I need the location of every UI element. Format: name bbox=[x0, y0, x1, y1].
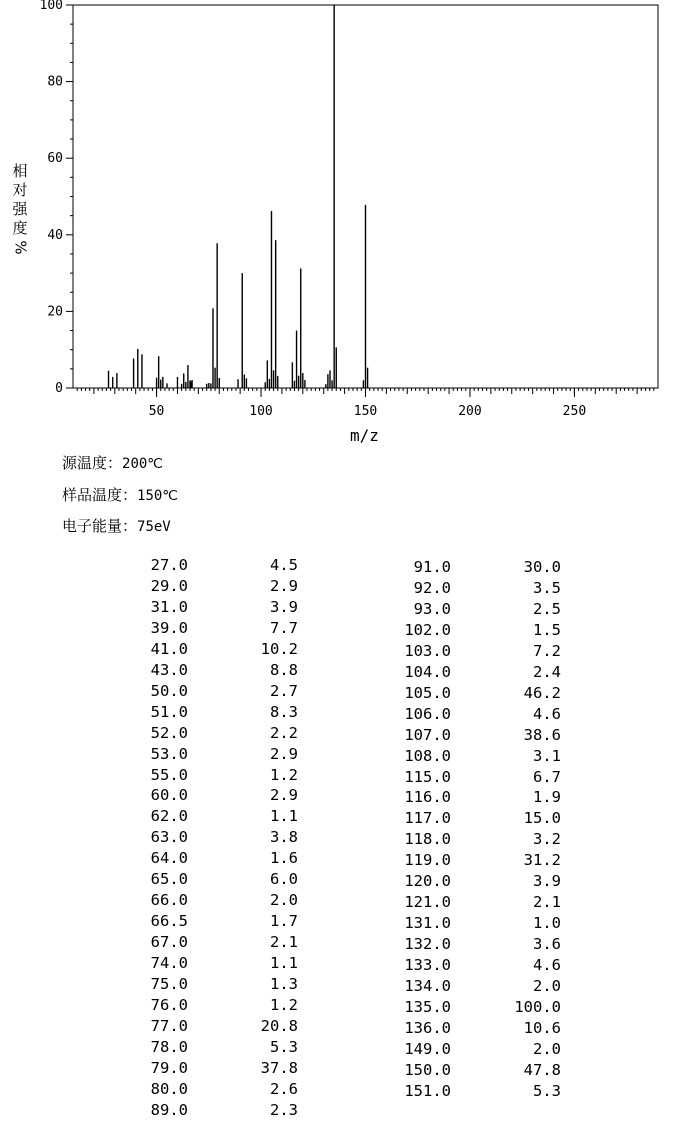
y-axis-label-char: 强 bbox=[12, 200, 28, 218]
mass-spectrum-chart bbox=[0, 0, 680, 420]
mz-value: 106.0 bbox=[404, 704, 451, 723]
intensity-value: 7.7 bbox=[270, 618, 298, 637]
intensity-value: 2.2 bbox=[270, 723, 298, 742]
mz-value: 115.0 bbox=[404, 767, 451, 786]
mz-value: 107.0 bbox=[404, 725, 451, 744]
mz-value: 43.0 bbox=[150, 660, 188, 679]
mz-value: 132.0 bbox=[404, 935, 451, 954]
intensity-value: 2.7 bbox=[270, 681, 298, 700]
mz-value: 63.0 bbox=[150, 828, 188, 847]
mz-value: 64.0 bbox=[150, 849, 188, 868]
mz-value: 104.0 bbox=[404, 662, 451, 681]
intensity-value: 1.6 bbox=[270, 849, 298, 868]
mz-value: 31.0 bbox=[150, 597, 188, 616]
mz-value: 149.0 bbox=[404, 1039, 451, 1058]
mz-value: 66.5 bbox=[150, 912, 188, 931]
mz-value: 39.0 bbox=[150, 618, 188, 637]
mz-value: 105.0 bbox=[404, 683, 451, 702]
y-tick-label: 20 bbox=[47, 304, 63, 320]
electron-energy-value: 75eV bbox=[137, 519, 171, 535]
intensity-value: 15.0 bbox=[523, 809, 561, 828]
mz-value: 117.0 bbox=[404, 809, 451, 828]
y-tick-label: 40 bbox=[47, 227, 63, 243]
intensity-value: 3.1 bbox=[533, 746, 561, 765]
y-tick-label: 60 bbox=[47, 151, 63, 167]
x-tick-label: 100 bbox=[249, 404, 273, 419]
mz-value: 121.0 bbox=[404, 893, 451, 912]
mz-value: 78.0 bbox=[150, 1037, 188, 1056]
electron-energy bbox=[62, 515, 171, 536]
intensity-value: 30.0 bbox=[523, 558, 561, 576]
intensity-value: 47.8 bbox=[523, 1060, 561, 1079]
y-axis-label-char: 度 bbox=[12, 219, 28, 237]
y-tick-label: 0 bbox=[55, 381, 63, 396]
sample-temperature-value: 150℃ bbox=[137, 488, 179, 504]
y-axis-label-char: 相 bbox=[12, 162, 28, 180]
intensity-value: 1.9 bbox=[533, 788, 561, 807]
intensity-value: 3.9 bbox=[270, 597, 298, 616]
mz-value: 51.0 bbox=[150, 702, 188, 721]
intensity-value: 4.5 bbox=[270, 556, 298, 574]
mz-value: 80.0 bbox=[150, 1079, 188, 1098]
mz-value: 151.0 bbox=[404, 1081, 451, 1100]
x-tick-label: 50 bbox=[148, 404, 165, 419]
intensity-value: 6.0 bbox=[270, 870, 298, 889]
mz-value: 103.0 bbox=[404, 641, 451, 660]
intensity-value: 4.6 bbox=[533, 956, 561, 975]
mz-value: 131.0 bbox=[404, 914, 451, 933]
intensity-value: 3.6 bbox=[533, 935, 561, 954]
intensity-value: 2.0 bbox=[270, 891, 298, 910]
intensity-value: 3.9 bbox=[533, 872, 561, 891]
y-axis-label-char: % bbox=[11, 240, 30, 255]
intensity-value: 1.1 bbox=[270, 954, 298, 973]
intensity-value: 1.0 bbox=[533, 914, 561, 933]
source-temperature-label: 源温度： bbox=[62, 454, 123, 472]
intensity-value: 37.8 bbox=[260, 1058, 298, 1077]
intensity-value: 38.6 bbox=[523, 725, 561, 744]
intensity-value: 8.3 bbox=[270, 702, 298, 721]
source-temperature-value: 200℃ bbox=[122, 456, 164, 472]
intensity-value: 3.5 bbox=[533, 578, 561, 597]
y-axis-label-char: 对 bbox=[12, 181, 28, 199]
mz-value: 75.0 bbox=[150, 975, 188, 993]
source-temperature bbox=[62, 452, 163, 473]
mz-value: 119.0 bbox=[404, 851, 451, 870]
x-tick-label: 200 bbox=[458, 404, 482, 419]
intensity-value: 4.6 bbox=[533, 704, 561, 723]
mz-value: 52.0 bbox=[150, 723, 188, 742]
x-tick-label: 250 bbox=[562, 404, 587, 419]
intensity-value: 3.8 bbox=[270, 828, 298, 847]
mz-value: 133.0 bbox=[404, 956, 451, 975]
mz-value: 66.0 bbox=[150, 891, 188, 910]
intensity-value: 2.0 bbox=[533, 1039, 561, 1058]
mz-value: 62.0 bbox=[150, 807, 188, 826]
intensity-value: 1.2 bbox=[270, 995, 298, 1014]
intensity-value: 2.3 bbox=[270, 1100, 298, 1119]
intensity-value: 10.6 bbox=[523, 1018, 561, 1037]
intensity-value: 1.1 bbox=[270, 807, 298, 826]
intensity-value: 2.1 bbox=[270, 933, 298, 952]
intensity-value: 5.3 bbox=[270, 1037, 298, 1056]
intensity-value: 2.0 bbox=[533, 977, 561, 995]
y-tick-label: 100 bbox=[39, 0, 63, 13]
intensity-value: 2.9 bbox=[270, 786, 298, 805]
y-tick-label: 80 bbox=[47, 74, 63, 90]
mz-value: 55.0 bbox=[150, 765, 188, 784]
intensity-value: 1.2 bbox=[270, 765, 298, 784]
mz-value: 93.0 bbox=[413, 599, 451, 618]
intensity-value: 31.2 bbox=[523, 851, 561, 870]
x-axis-label: m/z bbox=[350, 426, 379, 445]
mz-value: 65.0 bbox=[150, 870, 188, 889]
intensity-value: 20.8 bbox=[260, 1016, 298, 1035]
intensity-value: 2.9 bbox=[270, 744, 298, 763]
mz-value: 135.0 bbox=[404, 997, 451, 1016]
intensity-value: 2.6 bbox=[270, 1079, 298, 1098]
mz-value: 92.0 bbox=[413, 578, 451, 597]
mz-value: 136.0 bbox=[404, 1018, 451, 1037]
mz-value: 76.0 bbox=[150, 995, 188, 1014]
sample-temperature-label: 样品温度： bbox=[62, 486, 138, 504]
mz-value: 116.0 bbox=[404, 788, 451, 807]
mz-value: 67.0 bbox=[150, 933, 188, 952]
intensity-value: 2.4 bbox=[533, 662, 561, 681]
mz-value: 53.0 bbox=[150, 744, 188, 763]
mz-value: 91.0 bbox=[413, 558, 451, 576]
mz-value: 50.0 bbox=[150, 681, 188, 700]
intensity-value: 1.7 bbox=[270, 912, 298, 931]
x-tick-label: 150 bbox=[353, 404, 378, 419]
sample-temperature bbox=[62, 484, 178, 505]
electron-energy-label: 电子能量： bbox=[62, 517, 138, 535]
mz-value: 118.0 bbox=[404, 830, 451, 849]
mz-value: 150.0 bbox=[404, 1060, 451, 1079]
mz-value: 77.0 bbox=[150, 1016, 188, 1035]
mz-value: 27.0 bbox=[150, 556, 188, 574]
intensity-value: 7.2 bbox=[533, 641, 561, 660]
mz-value: 108.0 bbox=[404, 746, 451, 765]
intensity-value: 5.3 bbox=[533, 1081, 561, 1100]
intensity-value: 8.8 bbox=[270, 660, 298, 679]
intensity-value: 2.9 bbox=[270, 576, 298, 595]
mz-value: 102.0 bbox=[404, 620, 451, 639]
mz-value: 74.0 bbox=[150, 954, 188, 973]
mz-value: 79.0 bbox=[150, 1058, 188, 1077]
intensity-value: 1.3 bbox=[270, 975, 298, 993]
mz-value: 29.0 bbox=[150, 576, 188, 595]
mz-value: 120.0 bbox=[404, 872, 451, 891]
intensity-value: 3.2 bbox=[533, 830, 561, 849]
intensity-value: 2.1 bbox=[533, 893, 561, 912]
intensity-value: 10.2 bbox=[260, 639, 298, 658]
mz-value: 134.0 bbox=[404, 977, 451, 995]
intensity-value: 2.5 bbox=[533, 599, 561, 618]
intensity-value: 46.2 bbox=[523, 683, 561, 702]
mz-value: 60.0 bbox=[150, 786, 188, 805]
intensity-value: 1.5 bbox=[533, 620, 561, 639]
mz-value: 41.0 bbox=[150, 639, 188, 658]
mz-value: 89.0 bbox=[150, 1100, 188, 1119]
intensity-value: 100.0 bbox=[514, 997, 561, 1016]
intensity-value: 6.7 bbox=[533, 767, 561, 786]
y-axis-label bbox=[10, 162, 30, 257]
